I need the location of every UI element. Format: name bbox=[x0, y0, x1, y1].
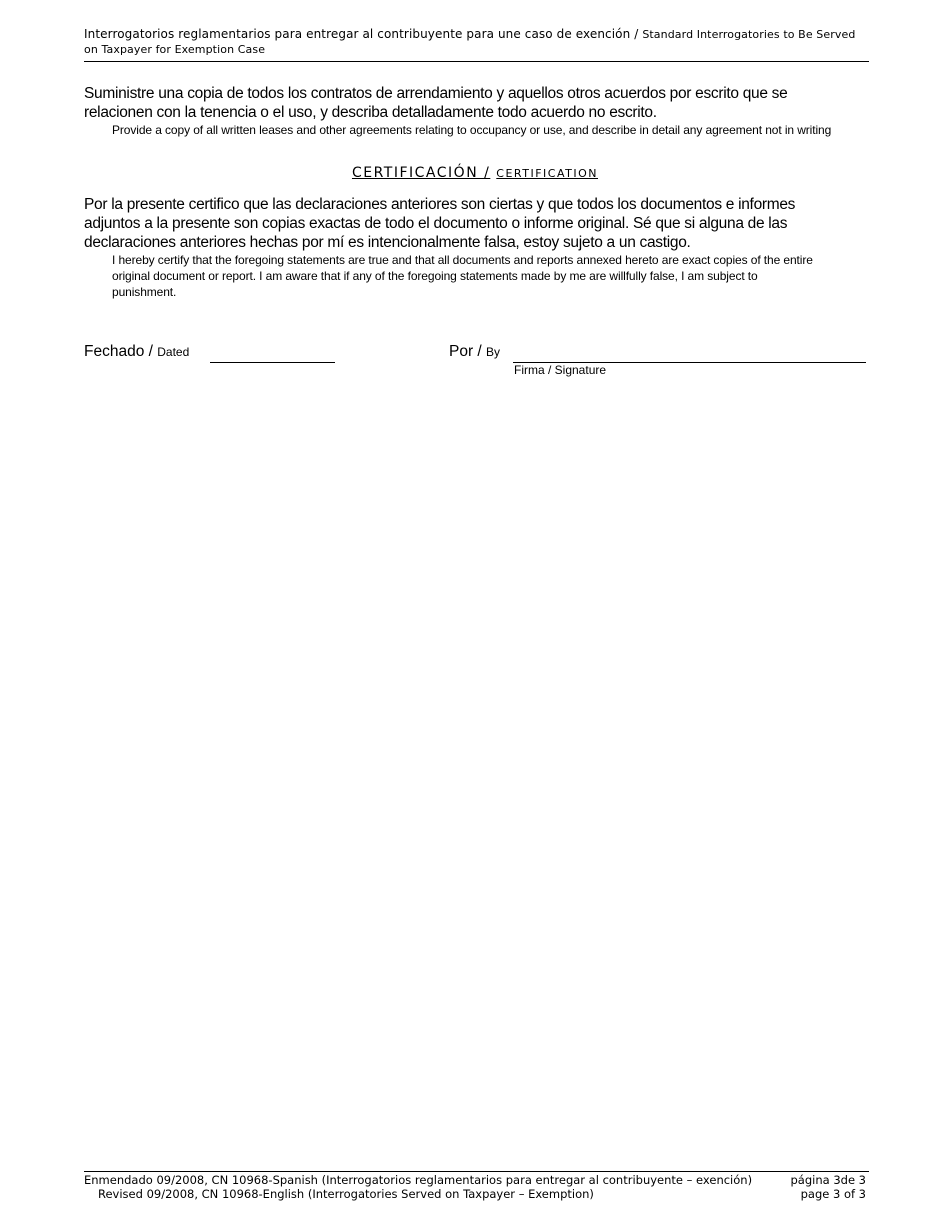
footer-right bbox=[791, 1173, 867, 1201]
cert-text-en: I hereby certify that the foregoing statements are true and that all documents and reports annexed hereto are exact copies of the entire original document or report. I am aware that if any of the foregoing statements made by me are willfully false, I am subject to punishment. bbox=[112, 253, 813, 299]
date-field-line[interactable] bbox=[210, 362, 335, 363]
header-title-es: Interrogatorios reglamentarios para entregar al contribuyente para une caso de exención / bbox=[84, 27, 639, 41]
signature-label: Firma / Signature bbox=[514, 363, 607, 377]
by-en: By bbox=[486, 345, 501, 359]
by-label bbox=[449, 343, 500, 361]
leases-section bbox=[84, 84, 844, 138]
footer-divider bbox=[84, 1171, 869, 1172]
footer-left bbox=[84, 1173, 752, 1201]
cert-heading-es: CERTIFICACIÓN / bbox=[351, 165, 491, 181]
certification-heading bbox=[0, 165, 950, 181]
dated-es: Fechado / bbox=[84, 343, 153, 360]
cert-text-es: Por la presente certifico que las declaraciones anteriores son ciertas y que todos los documentos e informes adjuntos a la presente son copias exactas de todo el documento o informe original. Sé que si alguna de las declaraciones anteriores hechas por mí es intencionalmente falsa, estoy sujeto a un castigo. bbox=[84, 196, 796, 251]
leases-text-es: Suministre una copia de todos los contratos de arrendamiento y aquellos otros acuerdos por escrito que se relacionen con la tenencia o el uso, y describa detalladamente todo acuerdo no escrito. bbox=[84, 85, 788, 121]
dated-label bbox=[84, 343, 189, 361]
footer-en: Revised 09/2008, CN 10968-English (Interrogatories Served on Taxpayer – Exemption) bbox=[98, 1187, 594, 1201]
by-es: Por / bbox=[449, 343, 482, 360]
header-divider bbox=[84, 61, 869, 62]
certification-section bbox=[84, 195, 834, 300]
cert-heading-en: CERTIFICATION bbox=[496, 167, 599, 180]
footer-es: Enmendado 09/2008, CN 10968-Spanish (Interrogatorios reglamentarios para entregar al contribuyente – exención) bbox=[84, 1173, 753, 1187]
page-number-en: page 3 of 3 bbox=[800, 1187, 866, 1201]
dated-en: Dated bbox=[157, 345, 190, 359]
page-number-es: página 3de 3 bbox=[790, 1173, 866, 1187]
page-header bbox=[84, 27, 869, 57]
leases-text-en: Provide a copy of all written leases and other agreements relating to occupancy or use, and describe in detail any agreement not in writing bbox=[112, 123, 832, 137]
header-title-en: Standard Interrogatories to Be Served on Taxpayer for Exemption Case bbox=[84, 28, 856, 56]
